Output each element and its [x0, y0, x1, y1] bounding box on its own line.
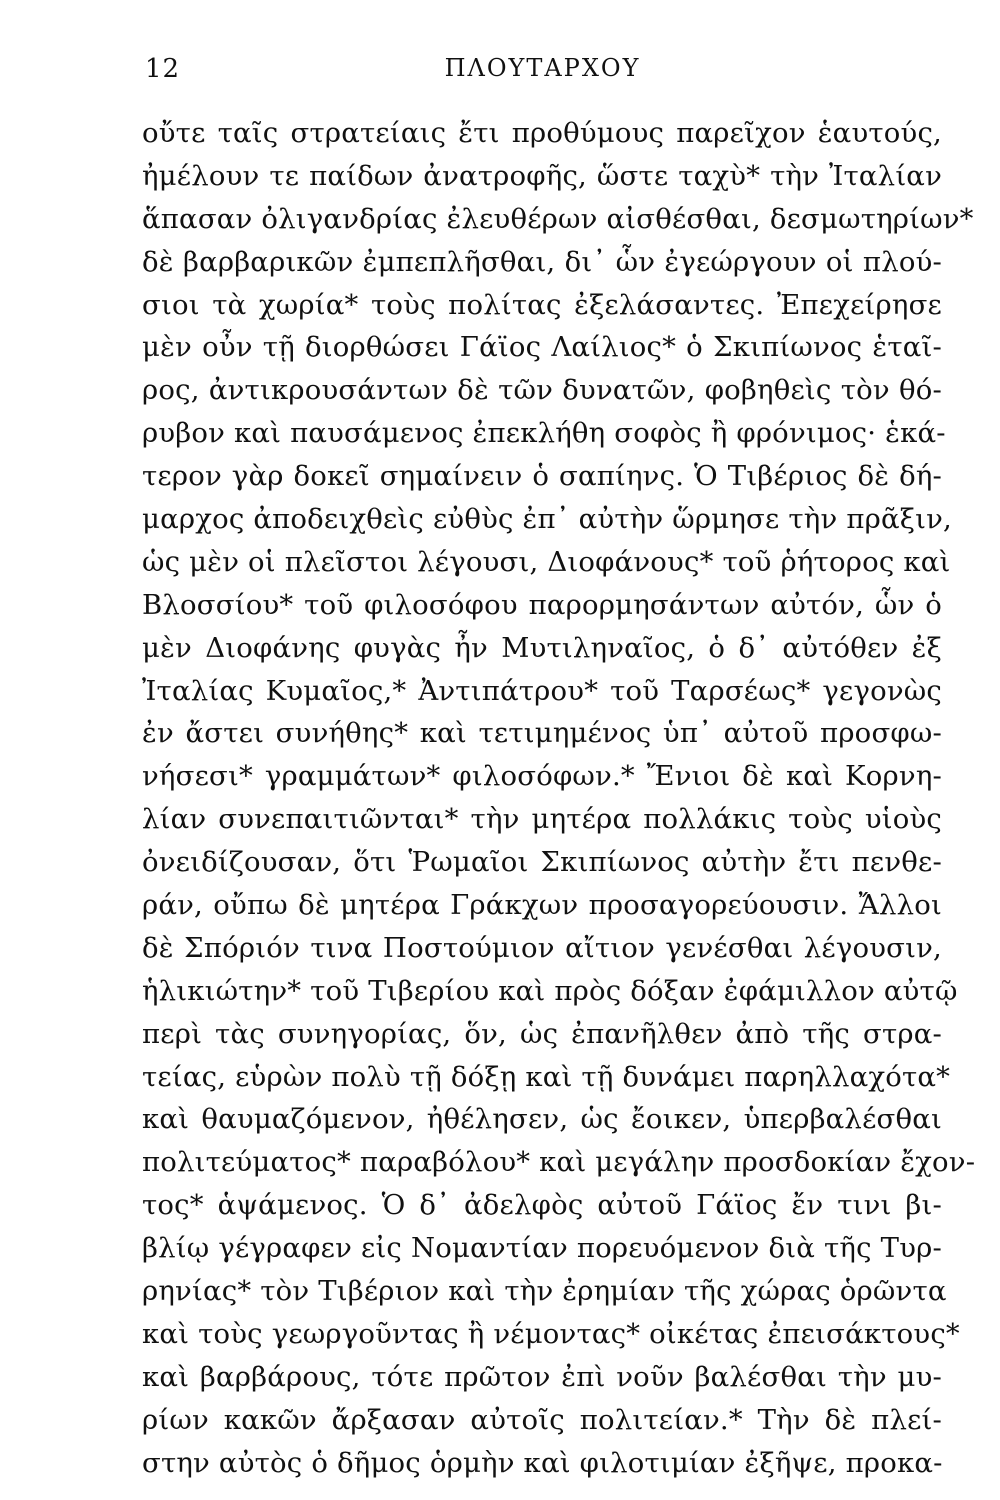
text-line: καὶ τοὺς γεωργοῦντας ἢ νέμοντας* οἰκέτας ἐπεισάκτους*	[142, 1317, 960, 1350]
text-line: ἡλικιώτην* τοῦ Τιβερίου καὶ πρὸς δόξαν ἐφάμιλλον αὐτῷ	[142, 974, 958, 1007]
text-line: πολιτεύματος* παραβόλου* καὶ μεγάλην προσδοκίαν ἔχον-	[142, 1146, 976, 1179]
text-line: βλίῳ γέγραφεν εἰς Νομαντίαν πορευόμενον διὰ τῆς Τυρ-	[142, 1232, 942, 1265]
text-line: στην αὐτὸς ὁ δῆμος ὁρμὴν καὶ φιλοτιμίαν ἐξῆψε, προκα-	[142, 1446, 943, 1479]
text-line: περὶ τὰς συνηγορίας, ὅν, ὡς ἐπανῆλθεν ἀπὸ τῆς στρα-	[142, 1017, 942, 1050]
text-line: δὲ βαρβαρικῶν ἐμπεπλῆσθαι, δι᾽ ὧν ἐγεώργουν οἱ πλού-	[142, 245, 942, 278]
text-line: καὶ θαυμαζόμενον, ἠθέλησεν, ὡς ἔοικεν, ὑπερβαλέσθαι	[142, 1103, 942, 1136]
text-line: μὲν Διοφάνης φυγὰς ἦν Μυτιληναῖος, ὁ δ᾽ αὐτόθεν ἐξ	[142, 631, 942, 664]
page-header	[145, 46, 940, 96]
text-line: ἐν ἄστει συνήθης* καὶ τετιμημένος ὑπ᾽ αὐτοῦ προσφω-	[142, 717, 942, 750]
text-line: καὶ βαρβάρους, τότε πρῶτον ἐπὶ νοῦν βαλέσθαι τὴν μυ-	[142, 1360, 942, 1393]
text-line: τερον γὰρ δοκεῖ σημαίνειν ὁ σαπίηνς. Ὁ Τιβέριος δὲ δή-	[142, 460, 942, 493]
text-line: ρίων κακῶν ἄρξασαν αὐτοῖς πολιτείαν.* Τὴν δὲ πλεί-	[142, 1403, 942, 1436]
running-head: ΠΛΟΥΤΑΡΧΟΥ	[444, 54, 641, 82]
body-text	[142, 112, 976, 1485]
text-line: δὲ Σπόριόν τινα Ποστούμιον αἴτιον γενέσθαι λέγουσιν,	[142, 931, 942, 964]
text-line: ἅπασαν ὀλιγανδρίας ἐλευθέρων αἰσθέσθαι, δεσμωτηρίων*	[142, 202, 974, 235]
text-line: ἠμέλουν τε παίδων ἀνατροφῆς, ὥστε ταχὺ* τὴν Ἰταλίαν	[142, 159, 942, 192]
text-line: σιοι τὰ χωρία* τοὺς πολίτας ἐξελάσαντες. Ἐπεχείρησε	[142, 288, 942, 321]
text-line: νήσεσι* γραμμάτων* φιλοσόφων.* Ἔνιοι δὲ καὶ Κορνη-	[142, 760, 942, 793]
page-number: 12	[145, 54, 181, 84]
text-line: λίαν συνεπαιτιῶνται* τὴν μητέρα πολλάκις τοὺς υἱοὺς	[142, 803, 942, 836]
text-line: ράν, οὔπω δὲ μητέρα Γράκχων προσαγορεύουσιν. Ἄλλοι	[142, 889, 942, 922]
text-line: οὔτε ταῖς στρατείαις ἔτι προθύμους παρεῖχον ἑαυτούς,	[142, 117, 942, 149]
text-line: Ἰταλίας Κυμαῖος,* Ἀντιπάτρου* τοῦ Ταρσέως* γεγονὼς	[142, 674, 942, 707]
text-line: ρος, ἀντικρουσάντων δὲ τῶν δυνατῶν, φοβηθεὶς τὸν θό-	[142, 374, 942, 407]
text-line: Βλοσσίου* τοῦ φιλοσόφου παρορμησάντων αὐτόν, ὧν ὁ	[142, 588, 942, 621]
text-line: ρηνίας* τὸν Τιβέριον καὶ τὴν ἐρημίαν τῆς χώρας ὁρῶντα	[142, 1275, 947, 1308]
text-line: ρυβον καὶ παυσάμενος ἐπεκλήθη σοφὸς ἢ φρόνιμος· ἑκά-	[142, 417, 946, 450]
text-line: τος* ἁψάμενος. Ὁ δ᾽ ἀδελφὸς αὐτοῦ Γάϊος ἔν τινι βι-	[142, 1189, 942, 1222]
text-line: ὡς μὲν οἱ πλεῖστοι λέγουσι, Διοφάνους* τοῦ ῥήτορος καὶ	[142, 545, 951, 578]
text-line: τείας, εὑρὼν πολὺ τῇ δόξῃ καὶ τῇ δυνάμει παρηλλαχότα*	[142, 1060, 951, 1093]
text-line: μαρχος ἀποδειχθεὶς εὐθὺς ἐπ᾽ αὐτὴν ὥρμησε τὴν πρᾶξιν,	[142, 503, 952, 536]
text-line: ὀνειδίζουσαν, ὅτι Ῥωμαῖοι Σκιπίωνος αὐτὴν ἔτι πενθε-	[142, 846, 942, 879]
text-line: μὲν οὖν τῇ διορθώσει Γάϊος Λαίλιος* ὁ Σκιπίωνος ἑταῖ-	[142, 331, 942, 364]
